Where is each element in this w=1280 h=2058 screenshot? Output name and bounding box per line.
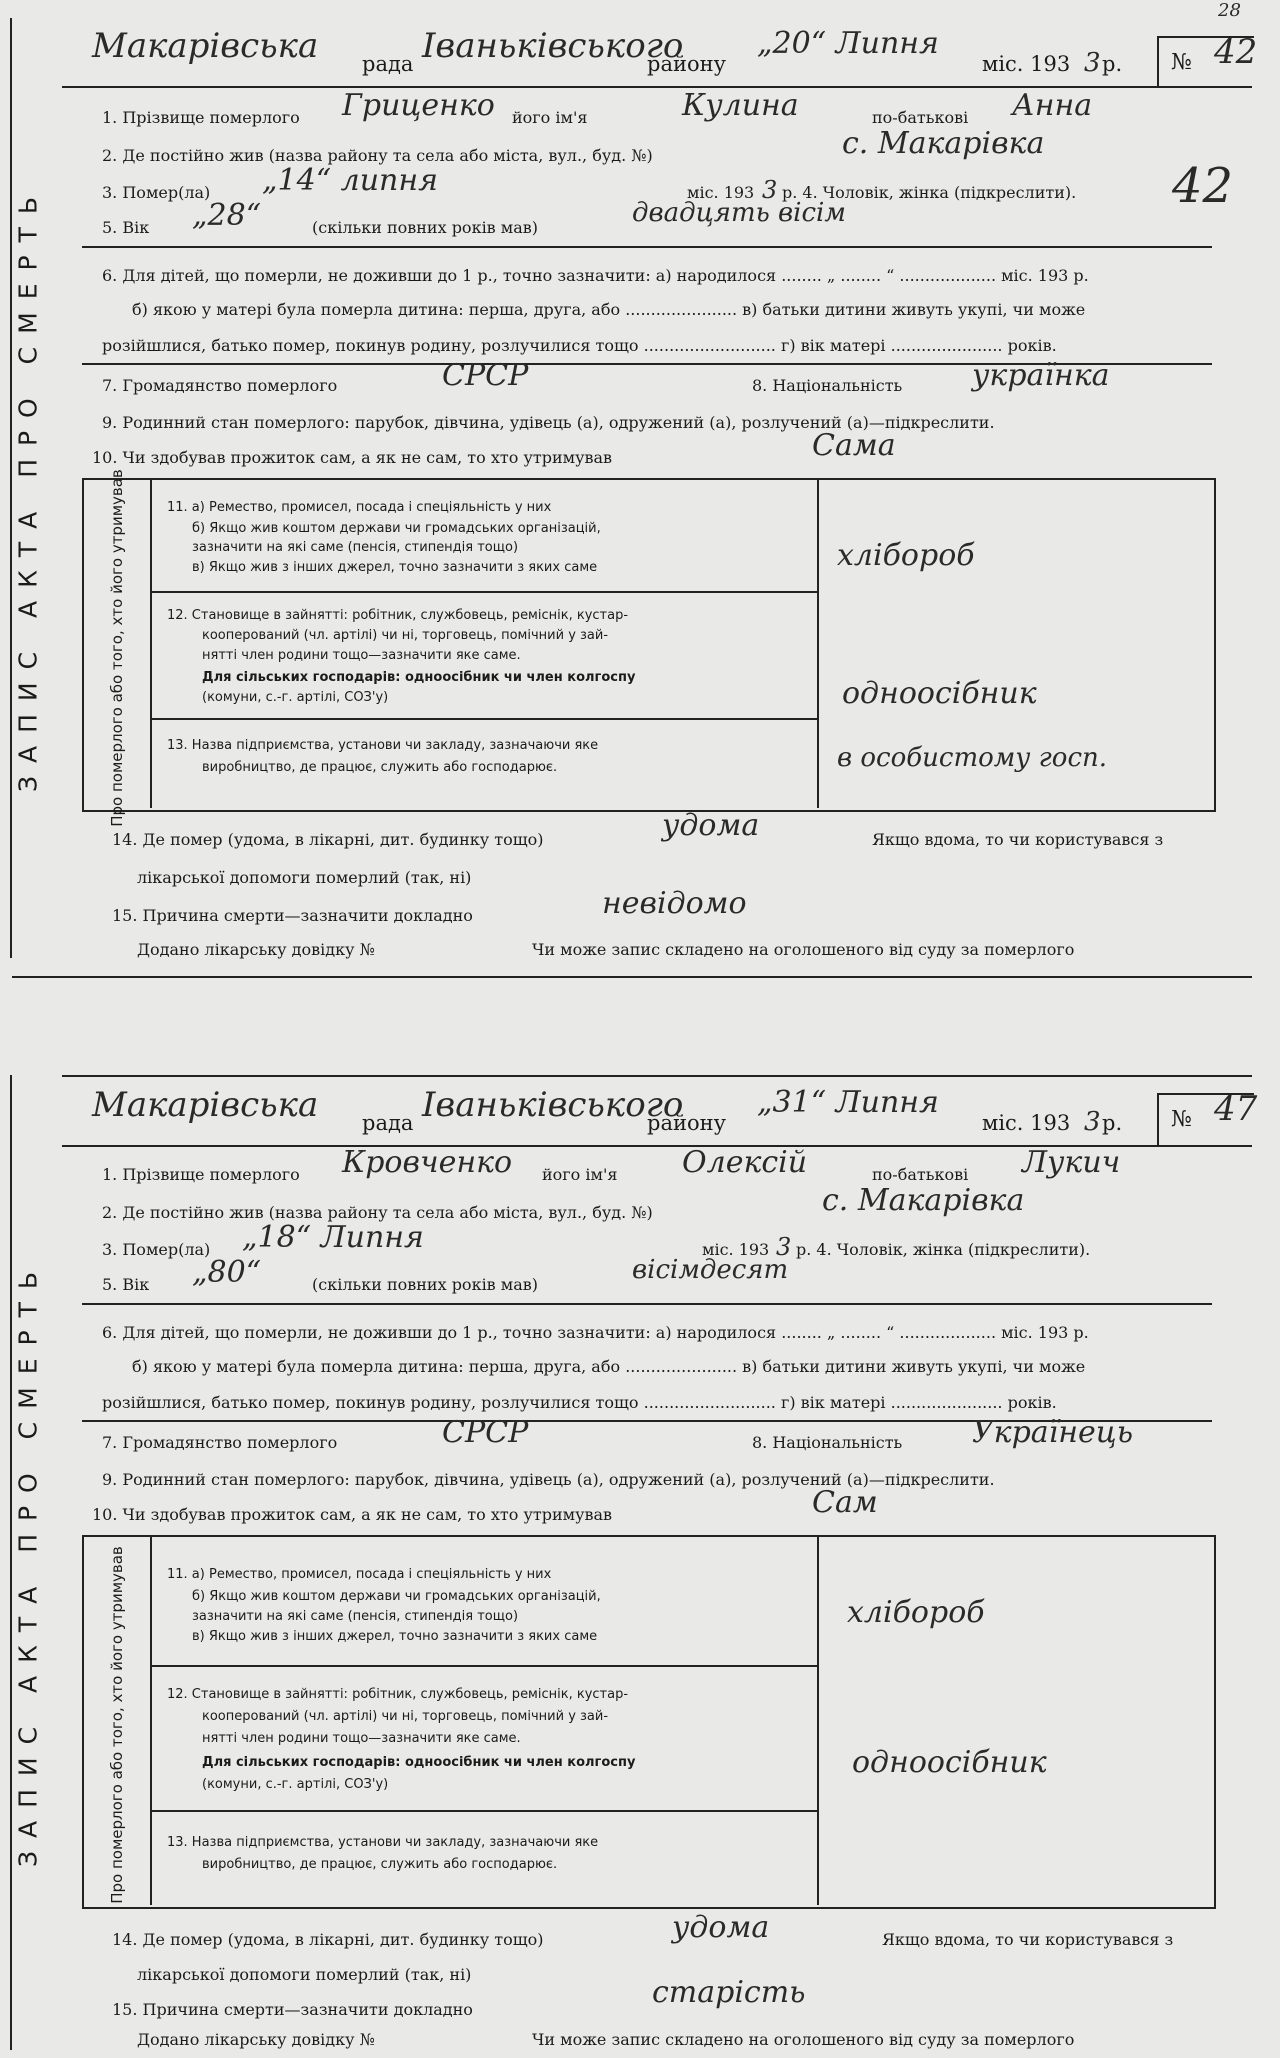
row11-b: б) Якщо жив коштом держави чи громадських організацій, — [192, 521, 601, 536]
form-header — [62, 18, 1252, 88]
month-label: міс. 193 — [982, 52, 1071, 76]
gender-label: р. 4. Чоловік, жінка (підкреслити). — [796, 1240, 1091, 1259]
page-number: 28 — [1218, 0, 1241, 21]
age-words: двадцять вісім — [632, 198, 846, 228]
divider — [150, 478, 152, 808]
row15-label: 15. Причина смерти—зазначити докладно — [112, 906, 473, 925]
row6-line3: розійшлися, батько помер, покинув родину, розлучилися тощо .......................... г) вік матері ...................... років. — [102, 1393, 1057, 1412]
citizenship-value: СРСР — [442, 358, 529, 393]
rada-label: рада — [362, 52, 414, 76]
row12-a: 12. Становище в зайнятті: робітник, службовець, реміснік, кустар- — [167, 608, 629, 623]
divider — [150, 1665, 817, 1667]
side-title: ЗАПИС АКТА ПРО СМЕРТЬ — [13, 1258, 43, 1867]
surname-value: Гриценко — [342, 88, 495, 123]
age-words: вісімдесят — [632, 1255, 789, 1285]
row11-b2: зазначити на які саме (пенсія, стипендія тощо) — [192, 1609, 519, 1624]
row14-right: Якщо вдома, то чи користувався з — [882, 1930, 1174, 1949]
status-value: одноосібник — [852, 1745, 1047, 1780]
number-value: 47 — [1214, 1089, 1258, 1129]
nationality-value: Українець — [972, 1415, 1134, 1450]
divider — [150, 1810, 817, 1812]
row13-a: 13. Назва підприємства, установи чи закладу, зазначаючи яке — [167, 738, 599, 753]
year-digit: 3 — [1084, 1107, 1101, 1137]
row6-line1: 6. Для дітей, що померли, не доживши до 1 р., точно зазначити: а) народилося ........ „ ........ “ ................... міс. 193 р. — [102, 266, 1089, 285]
divider — [82, 246, 1212, 248]
row11-a: 11. а) Ремество, промисел, посада і спеціяльність у них — [167, 500, 552, 515]
row11-a: 11. а) Ремество, промисел, посада і спеціяльність у них — [167, 1567, 552, 1582]
row3-label: 3. Помер(ла) — [102, 1240, 211, 1259]
trade-value: хлібороб — [847, 1595, 985, 1630]
row3-label: 3. Помер(ла) — [102, 183, 211, 202]
row16-right: Чи може запис складено на оголошеного від суду за померлого — [532, 940, 1075, 959]
row12-d: Для сільських господарів: одноосібник чи член колгоспу — [202, 1755, 636, 1770]
nationality-value: українка — [972, 358, 1110, 393]
residence-value: с. Макарівка — [842, 126, 1045, 161]
district-label: району — [647, 1111, 726, 1135]
row16-right: Чи може запис складено на оголошеного від суду за померлого — [532, 2030, 1075, 2049]
form-bottom — [12, 976, 1252, 978]
death-record-form-1 — [10, 18, 1258, 959]
side-title: ЗАПИС АКТА ПРО СМЕРТЬ — [13, 183, 43, 793]
patronymic-value: Лукич — [1022, 1145, 1121, 1180]
gender-label: р. 4. Чоловік, жінка (підкреслити). — [782, 183, 1077, 202]
year-suffix: р. — [1102, 52, 1123, 76]
row7-label: 7. Громадянство померлого — [102, 1433, 338, 1452]
date-value: „31“ Липня — [757, 1085, 939, 1120]
death-year-label: міс. 193 — [702, 1240, 770, 1259]
age-note: (скільки повних років мав) — [312, 218, 539, 237]
row12-e: (комуни, с.-г. артілі, СОЗ'у) — [202, 1777, 389, 1792]
name-label: його ім'я — [512, 108, 588, 127]
patronymic-value: Анна — [1012, 88, 1093, 123]
village-value: Макарівська — [92, 1085, 319, 1125]
divider — [150, 718, 817, 720]
year-digit: 3 — [1084, 48, 1101, 78]
row6-line2: б) якою у матері була померла дитина: перша, друга, або ...................... в) батьки дитини живуть укупі, чи може — [132, 1357, 1086, 1376]
residence-value: с. Макарівка — [822, 1183, 1025, 1218]
name-label: його ім'я — [542, 1165, 618, 1184]
trade-value: хлібороб — [837, 538, 975, 573]
status-value: одноосібник — [842, 676, 1037, 711]
month-label: міс. 193 — [982, 1111, 1071, 1135]
district-label: району — [647, 52, 726, 76]
group-label: Про померлого або того, хто його утримував — [108, 469, 126, 827]
divider — [82, 1303, 1212, 1305]
row5-label: 5. Вік — [102, 1275, 150, 1294]
death-year-label: міс. 193 — [687, 183, 755, 202]
cause-value: старість — [652, 1975, 806, 2010]
group-label: Про померлого або того, хто його утримував — [108, 1546, 126, 1904]
row12-b: кооперований (чл. артілі) чи ні, торговець, помічний у зай- — [202, 1709, 609, 1724]
row12-a: 12. Становище в зайнятті: робітник, службовець, реміснік, кустар- — [167, 1687, 629, 1702]
row12-d: Для сільських господарів: одноосібник чи член колгоспу — [202, 670, 636, 685]
row5-label: 5. Вік — [102, 218, 150, 237]
row6-line2: б) якою у матері була померла дитина: перша, друга, або ...................... в) батьки дитини живуть укупі, чи може — [132, 300, 1086, 319]
row14-label: 14. Де помер (удома, в лікарні, дит. будинку тощо) — [112, 1930, 544, 1949]
row16-label: Додано лікарську довідку № — [137, 940, 375, 959]
district-value: Іваньківського — [422, 26, 684, 66]
row13-b: виробництво, де працює, служить або господарює. — [202, 760, 558, 775]
row1-label: 1. Прізвище померлого — [102, 1165, 300, 1184]
row14-line2: лікарської допомоги померлий (так, ні) — [137, 1965, 472, 1984]
name-value: Кулина — [682, 88, 799, 123]
dependency-value: Сам — [812, 1485, 878, 1520]
place-of-death-value: удома — [672, 1910, 770, 1945]
row15-label: 15. Причина смерти—зазначити докладно — [112, 2000, 473, 2019]
row12-b: кооперований (чл. артілі) чи ні, торговець, помічний у зай- — [202, 628, 609, 643]
divider — [150, 1535, 152, 1905]
row16-label: Додано лікарську довідку № — [137, 2030, 375, 2049]
row9-label: 9. Родинний стан померлого: парубок, дівчина, удівець (а), одружений (а), розлучений (а)—підкреслити. — [102, 1470, 995, 1489]
row7-label: 7. Громадянство померлого — [102, 376, 338, 395]
row8-label: 8. Національність — [752, 376, 903, 395]
dependency-value: Сама — [812, 428, 896, 463]
row13-b: виробництво, де працює, служить або господарює. — [202, 1857, 558, 1872]
death-date-value: „18“ Липня — [242, 1220, 424, 1255]
row11-b: б) Якщо жив коштом держави чи громадських організацій, — [192, 1589, 601, 1604]
row8-label: 8. Національність — [752, 1433, 903, 1452]
row12-e: (комуни, с.-г. артілі, СОЗ'у) — [202, 690, 389, 705]
age-note: (скільки повних років мав) — [312, 1275, 539, 1294]
name-value: Олексій — [682, 1145, 808, 1180]
row6-line3: розійшлися, батько помер, покинув родину, розлучилися тощо .......................... г) вік матері ...................... років. — [102, 336, 1057, 355]
side-mark: 42 — [1172, 158, 1234, 214]
row10-label: 10. Чи здобував прожиток сам, а як не сам, то хто утримував — [92, 1505, 613, 1524]
surname-value: Кровченко — [342, 1145, 513, 1180]
death-year-digit: 3 — [762, 176, 778, 204]
divider — [817, 478, 819, 808]
divider — [150, 591, 817, 593]
row11-b2: зазначити на які саме (пенсія, стипендія тощо) — [192, 540, 519, 555]
date-value: „20“ Липня — [757, 26, 939, 61]
patronymic-label: по-батькові — [872, 108, 969, 127]
patronymic-label: по-батькові — [872, 1165, 969, 1184]
row12-c: нятті член родини тощо—зазначити яке саме. — [202, 648, 521, 663]
age-value: „28“ — [192, 198, 262, 233]
citizenship-value: СРСР — [442, 1415, 529, 1450]
row10-label: 10. Чи здобував прожиток сам, а як не сам, то хто утримував — [92, 448, 613, 467]
place-of-death-value: удома — [662, 808, 760, 843]
row9-label: 9. Родинний стан померлого: парубок, дівчина, удівець (а), одружений (а), розлучений (а)—підкреслити. — [102, 413, 995, 432]
employer-value: в особистому госп. — [837, 743, 1108, 773]
village-value: Макарівська — [92, 26, 319, 66]
row12-c: нятті член родини тощо—зазначити яке саме. — [202, 1731, 521, 1746]
row1-label: 1. Прізвище померлого — [102, 108, 300, 127]
death-record-form-2 — [10, 1075, 1258, 2050]
death-date-value: „14“ липня — [262, 163, 438, 198]
row13-a: 13. Назва підприємства, установи чи закладу, зазначаючи яке — [167, 1835, 599, 1850]
divider — [817, 1535, 819, 1905]
row11-c: в) Якщо жив з інших джерел, точно зазначити з яких саме — [192, 560, 598, 575]
row2-label: 2. Де постійно жив (назва району та села або міста, вул., буд. №) — [102, 1203, 653, 1222]
age-value: „80“ — [192, 1255, 262, 1290]
form-header — [62, 1075, 1252, 1147]
row2-label: 2. Де постійно жив (назва району та села або міста, вул., буд. №) — [102, 146, 653, 165]
row14-right: Якщо вдома, то чи користувався з — [872, 830, 1164, 849]
number-value: 42 — [1214, 32, 1258, 72]
number-label: № — [1171, 50, 1192, 75]
row14-line2: лікарської допомоги померлий (так, ні) — [137, 868, 472, 887]
year-suffix: р. — [1102, 1111, 1123, 1135]
record-number-box — [1157, 32, 1258, 88]
number-label: № — [1171, 1107, 1192, 1132]
row11-c: в) Якщо жив з інших джерел, точно зазначити з яких саме — [192, 1629, 598, 1644]
row6-line1: 6. Для дітей, що померли, не доживши до 1 р., точно зазначити: а) народилося ........ „ ........ “ ................... міс. 193 р. — [102, 1323, 1089, 1342]
cause-value: невідомо — [602, 886, 747, 921]
rada-label: рада — [362, 1111, 414, 1135]
row14-label: 14. Де помер (удома, в лікарні, дит. будинку тощо) — [112, 830, 544, 849]
death-year-digit: 3 — [776, 1233, 792, 1261]
district-value: Іваньківського — [422, 1085, 684, 1125]
record-number-box — [1157, 1089, 1258, 1145]
